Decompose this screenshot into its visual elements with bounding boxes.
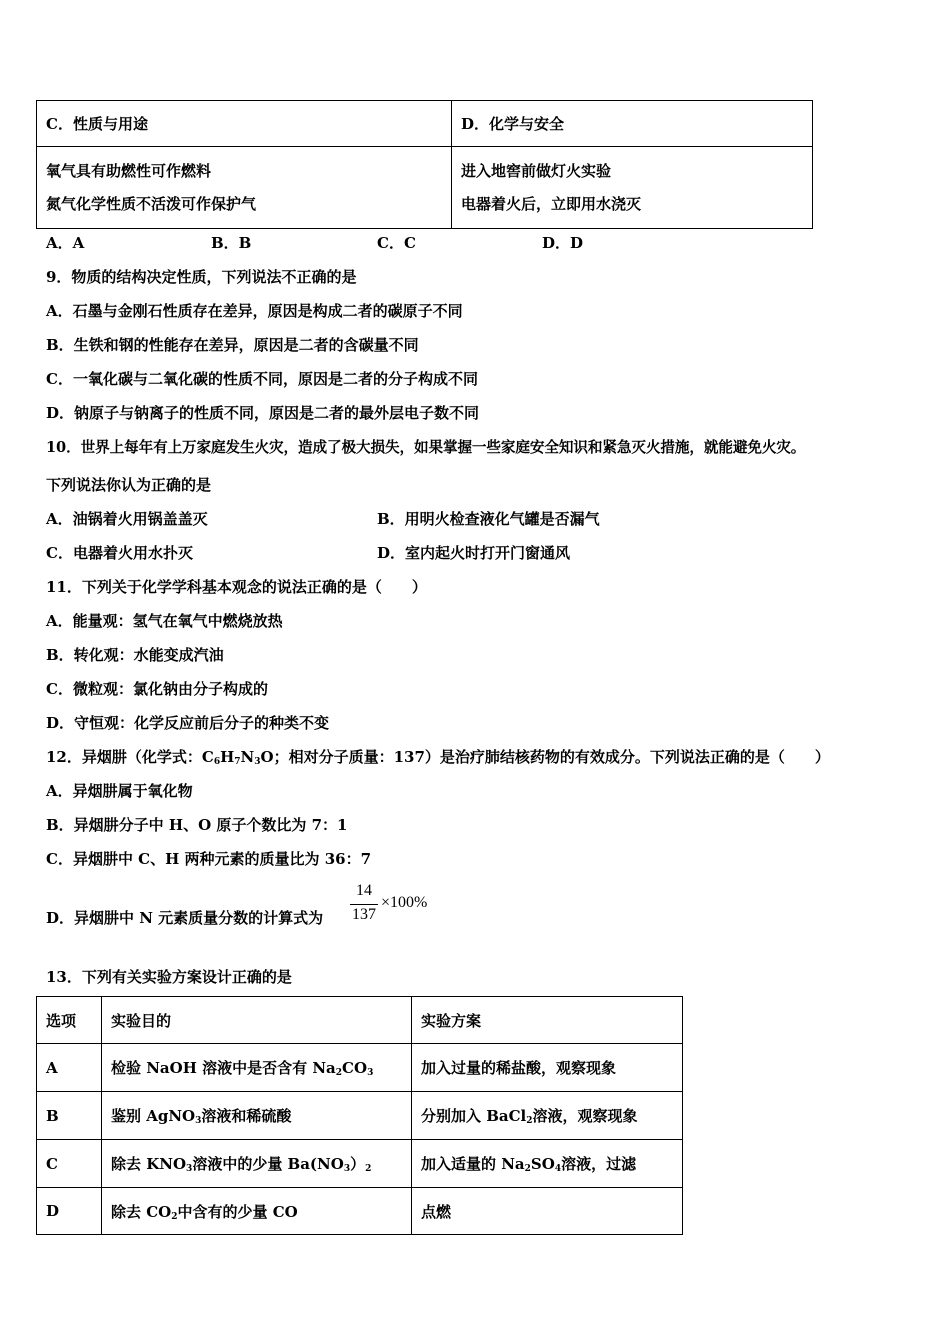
q9-option-a[interactable]: A．石墨与金刚石性质存在差异，原因是构成二者的碳原子不同 [46,302,463,320]
q9-stem: 9．物质的结构决定性质，下列说法不正确的是 [46,268,357,286]
row-b-purpose: 鉴别 AgNO$_3$溶液和稀硫酸 [102,1092,412,1140]
fraction-denominator: 137 [352,906,376,923]
q12-option-b[interactable]: B．异烟肼分子中 H、O 原子个数比为 7：1 [46,816,348,834]
q8-d-line2: 电器着火后，立即用水浇灭 [461,194,642,213]
row-d-purpose: 除去 $CO_2$中含有的少量 CO [102,1188,412,1235]
q12-option-d[interactable]: D．异烟肼中 N 元素质量分数的计算式为 [46,909,324,927]
q13-table [36,996,683,1235]
table-row [37,1044,683,1092]
table-row [37,1092,683,1140]
q11-option-a[interactable]: A．能量观：氢气在氧气中燃烧放热 [46,612,283,630]
row-c-purpose: 除去 $KNO_3$溶液中的少量 $Ba(NO_3)_2$ [102,1140,412,1188]
q12-option-a[interactable]: A．异烟肼属于氧化物 [46,782,193,800]
q8-option-c[interactable]: C．C [377,234,416,252]
row-a-option: A [37,1044,102,1092]
q12-option-c[interactable]: C．异烟肼中 C、H 两种元素的质量比为 36：7 [46,850,372,868]
q13-stem: 13．下列有关实验方案设计正确的是 [46,968,292,986]
q10-stem-line1: 10．世界上每年有上万家庭发生火灾，造成了极大损失，如果掌握一些家庭安全知识和紧急灭火措施，就能避免火灾。 [46,439,806,456]
table-row [37,1140,683,1188]
q8-c-header: C．性质与用途 [46,115,148,133]
q11-option-b[interactable]: B．转化观：水能变成汽油 [46,646,224,664]
q11-option-d[interactable]: D．守恒观：化学反应前后分子的种类不变 [46,714,330,732]
row-d-plan: 点燃 [412,1188,683,1235]
row-c-plan: 加入适量的 $Na_2SO_4$溶液，过滤 [412,1140,683,1188]
q8-option-a[interactable]: A．A [46,234,85,252]
q12-stem: 12．异烟肼（化学式：$C_6H_7N_3O$；相对分子质量：137）是治疗肺结核药物的有效成分。下列说法正确的是（ ） [46,748,830,767]
row-a-plan: 加入过量的稀盐酸，观察现象 [412,1044,683,1092]
header-option: 选项 [37,997,102,1044]
table-header-row [37,997,683,1044]
row-d-option: D [37,1188,102,1235]
q10-option-b[interactable]: B．用明火检查液化气罐是否漏气 [377,510,600,528]
q9-option-c[interactable]: C．一氧化碳与二氧化碳的性质不同，原因是二者的分子构成不同 [46,370,478,388]
q10-option-a[interactable]: A．油锅着火用锅盖盖灭 [46,510,208,528]
q8-cell-d-content [452,147,813,229]
q8-d-line1: 进入地窖前做灯火实验 [461,161,612,180]
row-b-plan: 分别加入 BaCl$_2$溶液，观察现象 [412,1092,683,1140]
q8-cell-d-header [452,101,813,147]
q9-option-d[interactable]: D．钠原子与钠离子的性质不同，原因是二者的最外层电子数不同 [46,404,480,422]
q8-cell-c-header [37,101,452,147]
fraction-suffix: ×100% [381,894,428,911]
table-row [37,1188,683,1235]
q10-option-c[interactable]: C．电器着火用水扑灭 [46,544,193,562]
header-plan: 实验方案 [412,997,683,1044]
row-b-option: B [37,1092,102,1140]
q11-stem: 11．下列关于化学学科基本观念的说法正确的是（ ） [46,578,427,596]
row-c-option: C [37,1140,102,1188]
q10-stem-line2: 下列说法你认为正确的是 [46,476,212,494]
fraction-bar [350,904,378,905]
row-a-purpose: 检验 NaOH 溶液中是否含有 $Na_2CO_3$ [102,1044,412,1092]
header-purpose: 实验目的 [102,997,412,1044]
q8-table [36,100,813,229]
q11-option-c[interactable]: C．微粒观：氯化钠由分子构成的 [46,680,268,698]
fraction-numerator: 14 [356,882,372,899]
q8-c-line1: 氧气具有助燃性可作燃料 [46,161,212,180]
q8-c-line2: 氮气化学性质不活泼可作保护气 [46,194,257,213]
q8-cell-c-content [37,147,452,229]
q9-option-b[interactable]: B．生铁和钢的性能存在差异，原因是二者的含碳量不同 [46,336,419,354]
q8-option-d[interactable]: D．D [542,234,584,252]
q8-option-b[interactable]: B．B [211,234,252,252]
q10-option-d[interactable]: D．室内起火时打开门窗通风 [377,544,571,562]
q8-d-header: D．化学与安全 [461,115,565,133]
